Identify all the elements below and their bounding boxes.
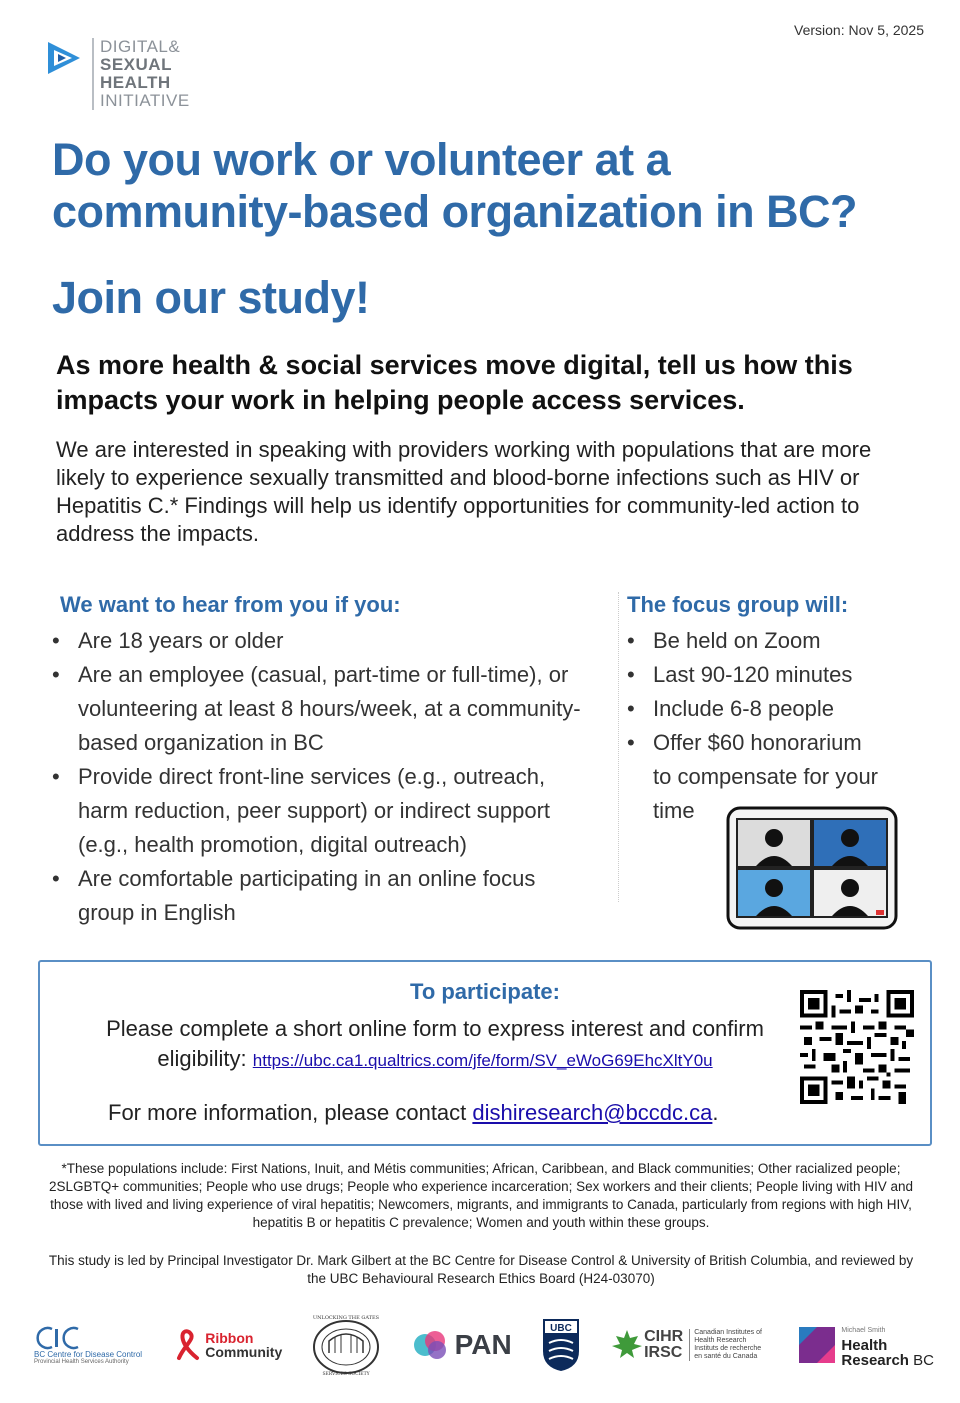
focus-group-title: The focus group will: [627,592,849,617]
criteria-list [52,624,597,930]
headline: Do you work or volunteer at a community-based organization in BC? [52,134,858,237]
participate-text: Please complete a short online form to express interest and confirm eligibility: https://ubc.ca1.qualtrics.com/jfe/form/SV_eWoG69EhcXltY0u [106,1016,764,1071]
bccdc-logo: BC Centre for Disease Control Provincial Health Services Authority [34,1326,142,1365]
criteria-item: • Are 18 years or older [52,624,597,658]
cihr-logo: CIHR IRSC Canadian Institutes of Health Research Instituts de recherche en santé du Canada [610,1328,770,1362]
study-lead-note: This study is led by Principal Investigator Dr. Mark Gilbert at the BC Centre for Disease Control & University of British Columbia, and reviewed by the UBC Behavioural Research Ethics Board (H24-03070) [48,1253,914,1286]
msh-research-bc-logo: Michael Smith Health Research BC [799,1323,934,1368]
criteria-item: • Provide direct front-line services (e.g., outreach, harm reduction, peer support) or indirect support (e.g., health promotion, digital outreach) [52,760,597,862]
ribbon-icon [171,1328,205,1362]
pan-icon [411,1328,455,1362]
utg-subname: SERVICES SOCIETY [322,1372,371,1377]
maple-leaf-icon [610,1328,644,1362]
msh-icon [799,1327,835,1363]
logo-wordmark: DIGITAL& SEXUAL HEALTH INITIATIVE [92,38,190,110]
video-call-illustration [726,806,898,930]
focus-group-list [627,624,927,828]
dishi-logo [44,38,190,110]
version-date: Version: Nov 5, 2025 [794,22,924,38]
populations-footnote: *These populations include: First Nations, Inuit, and Métis communities; African, Caribbean, and Black communities; Other racialized people; 2SLGBTQ+ communities; People who use drugs; People who experience incarceration; Sex workers and their clients; People living with HIV and those with lived and living experience of viral hepatitis; Newcomers, migrants, and immigrants to Canada, particularly from regions with high HIV, hepatitis B or hepatitis C prevalence; Women and youth within these groups. [48,1161,914,1230]
focus-group-item: • Include 6-8 people [627,692,927,726]
gates-icon [311,1313,381,1377]
ubc-logo [541,1317,581,1373]
ribbon-community-logo: Ribbon Community [171,1328,282,1362]
focus-group-item: • Last 90-120 minutes [627,658,927,692]
partner-logos [34,1310,934,1380]
ubc-crest-icon [541,1317,581,1373]
lead-text: As more health & social services move digital, tell us how this impacts your work in helping people access services. [56,350,853,415]
criteria-item: • Are comfortable participating in an online focus group in English [52,862,597,930]
contact-email-link[interactable]: dishiresearch@bccdc.ca [472,1100,713,1125]
bccdc-icon [34,1326,84,1350]
focus-group-item: • Be held on Zoom [627,624,927,658]
body-text: We are interested in speaking with providers working with populations that are more likely to experience sexually transmitted and blood-borne infections such as HIV or Hepatitis C.* Findings will help us identify opportunities for community-led action to address the impacts. [56,437,872,546]
unlocking-the-gates-logo [311,1313,381,1377]
criteria-item: • Are an employee (casual, part-time or full-time), or volunteering at least 8 hours/week, at a community-based organization in BC [52,658,597,760]
dishi-logo-icon [44,38,84,78]
criteria-section [52,592,597,930]
participate-title: To participate: [410,979,560,1004]
focus-group-item: • Offer $60 honorarium to compensate for your time [627,726,885,828]
subheadline: Join our study! [52,272,370,323]
criteria-title: We want to hear from you if you: [60,592,401,617]
ubc-name: UBC [550,1323,572,1334]
utg-name: UNLOCKING THE GATES [313,1315,380,1321]
pan-logo: PAN [411,1328,512,1362]
survey-link[interactable]: https://ubc.ca1.qualtrics.com/jfe/form/SV_eWoG69EhcXltY0u [252,1051,713,1070]
contact-line: For more information, please contact dishiresearch@bccdc.ca. [108,1100,719,1125]
qr-code[interactable] [800,990,914,1104]
